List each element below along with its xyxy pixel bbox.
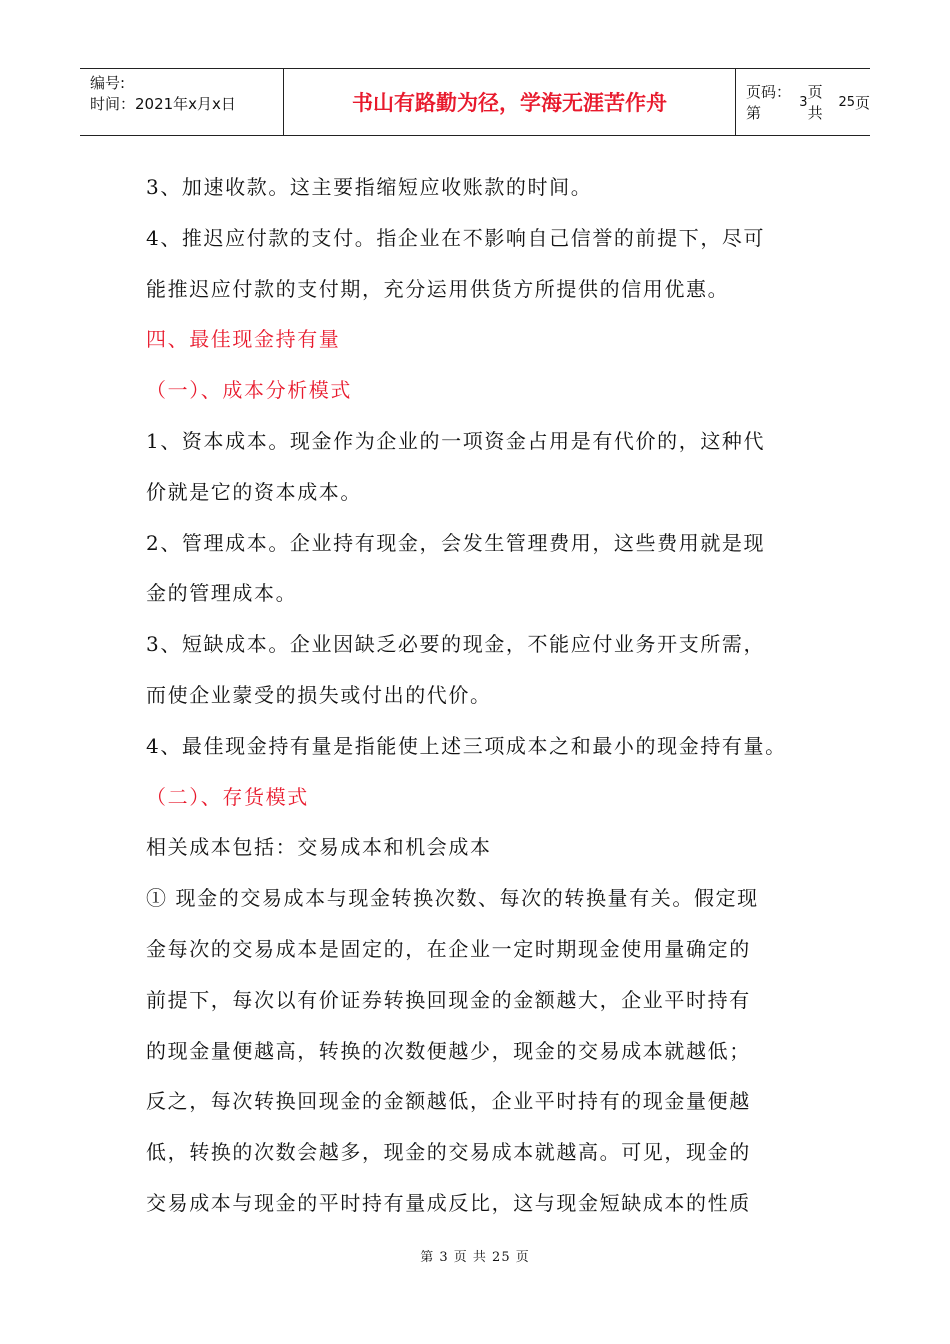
text-line: ① 现金的交易成本与现金转换次数、每次的转换量有关。假定现 bbox=[146, 886, 759, 911]
text-line: 相关成本包括：交易成本和机会成本 bbox=[146, 835, 492, 860]
text-line: 4、推迟应付款的支付。指企业在不影响自己信誉的前提下，尽可 bbox=[146, 225, 766, 250]
text-line: 价就是它的资本成本。 bbox=[146, 479, 362, 504]
section-heading: （二）、存货模式 bbox=[146, 784, 309, 809]
text-line: 3、加速收款。这主要指缩短应收账款的时间。 bbox=[146, 175, 593, 199]
doc-number-label: 编号: bbox=[90, 74, 126, 92]
header-doc-info bbox=[80, 69, 284, 135]
text-line: 前提下，每次以有价证券转换回现金的金额越大，企业平时持有 bbox=[146, 987, 751, 1012]
page-header bbox=[80, 68, 870, 136]
page-number: 3 bbox=[799, 94, 808, 110]
body-text bbox=[146, 162, 796, 1229]
page-mid: 页 共 bbox=[807, 83, 823, 122]
text-line: 的现金量便越高，转换的次数便越少，现金的交易成本就越低； bbox=[146, 1038, 751, 1063]
section-heading: 四、最佳现金持有量 bbox=[146, 327, 341, 352]
text-line: 3、短缺成本。企业因缺乏必要的现金，不能应付业务开支所需， bbox=[146, 632, 766, 657]
text-line: 金的管理成本。 bbox=[146, 581, 298, 606]
text-line: 而使企业蒙受的损失或付出的代价。 bbox=[146, 682, 492, 707]
page-suffix: 页 bbox=[854, 93, 870, 112]
text-line: 反之，每次转换回现金的金额越低，企业平时持有的现金量便越 bbox=[146, 1089, 751, 1114]
text-line: 1、资本成本。现金作为企业的一项资金占用是有代价的，这种代 bbox=[146, 428, 766, 453]
text-line: 4、最佳现金持有量是指能使上述三项成本之和最小的现金持有量。 bbox=[146, 733, 787, 758]
page-prefix: 页码：第 bbox=[746, 83, 792, 122]
page-total: 25 bbox=[838, 94, 855, 110]
text-line: 交易成本与现金的平时持有量成反比，这与现金短缺成本的性质 bbox=[146, 1190, 751, 1215]
text-line: 能推迟应付款的支付期，充分运用供货方所提供的信用优惠。 bbox=[146, 276, 730, 301]
text-line: 2、管理成本。企业持有现金，会发生管理费用，这些费用就是现 bbox=[146, 530, 766, 555]
section-heading: （一）、成本分析模式 bbox=[146, 378, 352, 403]
page-footer: 第 3 页 共 25 页 bbox=[420, 1250, 530, 1265]
text-line: 金每次的交易成本是固定的，在企业一定时期现金使用量确定的 bbox=[146, 936, 751, 961]
header-motto: 书山有路勤为径，学海无涯苦作舟 bbox=[284, 69, 736, 135]
text-line: 低，转换的次数会越多，现金的交易成本就越高。可见，现金的 bbox=[146, 1140, 751, 1165]
header-page-info bbox=[736, 69, 870, 135]
doc-date-label: 时间：2021年x月x日 bbox=[90, 95, 236, 113]
